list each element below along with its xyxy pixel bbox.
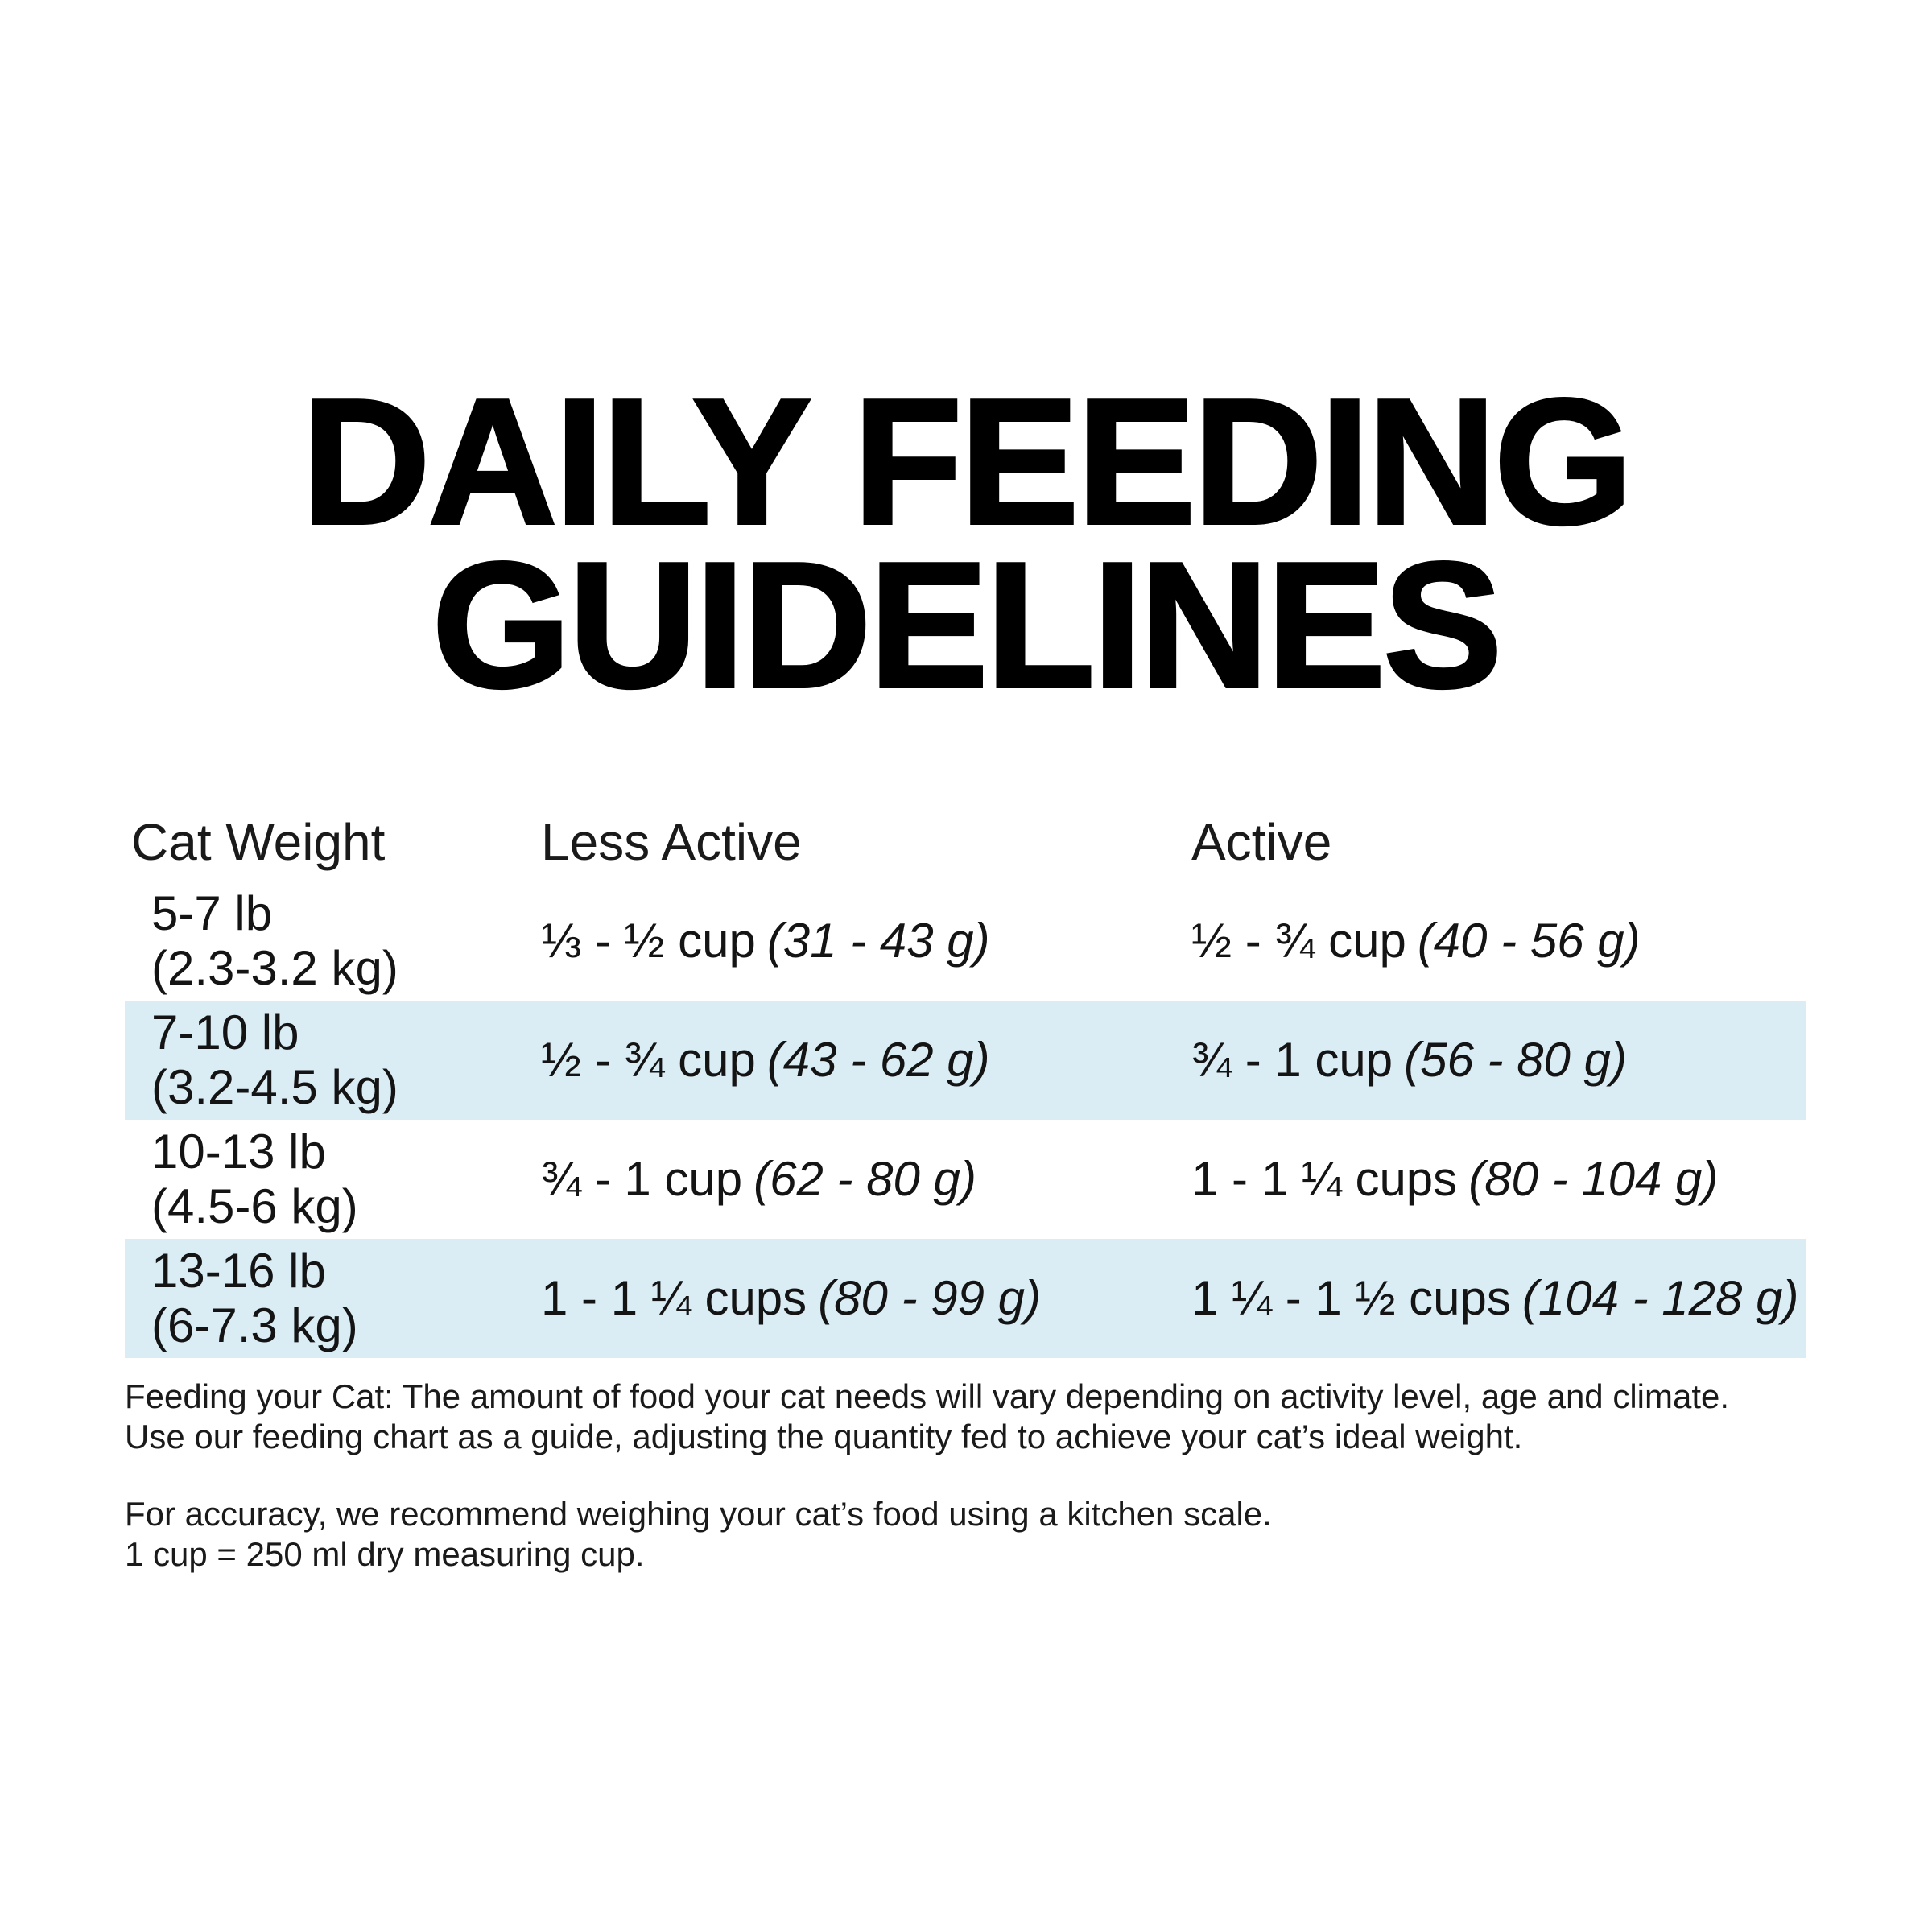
amount-text: ⅓ - ½ cup [541, 914, 756, 968]
cell-cat-weight [125, 1120, 541, 1239]
weight-kg: (6-7.3 kg) [151, 1298, 358, 1352]
table-row-13-16-lb [125, 1239, 1806, 1358]
amount-text: 1 - 1 ¼ cups [541, 1271, 807, 1325]
cell-cat-weight [125, 881, 541, 1001]
cell-active [1191, 1001, 1806, 1120]
weight-kg: (3.2-4.5 kg) [151, 1060, 398, 1114]
column-header-active: Active [1191, 813, 1332, 871]
grams-text: (40 - 56 g) [1417, 914, 1641, 968]
cell-less-active [541, 1120, 1191, 1239]
title-line-2: GUIDELINES [431, 526, 1501, 725]
amount-text: ½ - ¾ cup [1191, 914, 1406, 968]
note-feeding-your-cat [125, 1377, 1864, 1457]
table-row-5-7-lb [125, 881, 1806, 1001]
grams-text: (56 - 80 g) [1404, 1033, 1627, 1087]
amount-text: 1 - 1 ¼ cups [1191, 1152, 1458, 1206]
feeding-table [125, 813, 1806, 1358]
amount-text: ¾ - 1 cup [1191, 1033, 1393, 1087]
weight-lb: 7-10 lb [151, 1005, 299, 1059]
table-header-row [125, 813, 1806, 871]
note-line: For accuracy, we recommend weighing your cat’s food using a kitchen scale. [125, 1495, 1272, 1533]
grams-text: (104 - 128 g) [1521, 1271, 1799, 1325]
cell-active [1191, 881, 1806, 1001]
feeding-notes [125, 1377, 1864, 1612]
weight-lb: 10-13 lb [151, 1125, 326, 1179]
table-row-10-13-lb [125, 1120, 1806, 1239]
weight-lb: 13-16 lb [151, 1244, 326, 1298]
note-line: 1 cup = 250 ml dry measuring cup. [125, 1535, 645, 1573]
note-line: Use our feeding chart as a guide, adjusting the quantity fed to achieve your cat’s ideal weight. [125, 1418, 1523, 1455]
column-header-cat-weight: Cat Weight [131, 813, 386, 871]
amount-text: ¾ - 1 cup [541, 1152, 743, 1206]
cell-cat-weight [125, 1001, 541, 1120]
cell-less-active [541, 1001, 1191, 1120]
column-header-less-active: Less Active [541, 813, 802, 871]
page-title [0, 362, 1932, 725]
cell-cat-weight [125, 1239, 541, 1358]
table-row-7-10-lb [125, 1001, 1806, 1120]
grams-text: (80 - 99 g) [818, 1271, 1041, 1325]
cell-less-active [541, 881, 1191, 1001]
note-accuracy [125, 1494, 1864, 1575]
weight-kg: (2.3-3.2 kg) [151, 941, 398, 995]
cell-less-active [541, 1239, 1191, 1358]
weight-kg: (4.5-6 kg) [151, 1179, 358, 1233]
grams-text: (80 - 104 g) [1468, 1152, 1719, 1206]
weight-lb: 5-7 lb [151, 886, 273, 940]
grams-text: (62 - 80 g) [753, 1152, 976, 1206]
amount-text: 1 ¼ - 1 ½ cups [1191, 1271, 1511, 1325]
title-line-1: DAILY FEEDING [301, 362, 1631, 562]
cell-active [1191, 1120, 1806, 1239]
cell-active [1191, 1239, 1806, 1358]
note-line: Feeding your Cat: The amount of food your cat needs will vary depending on activity level, age and climate. [125, 1377, 1730, 1415]
grams-text: (31 - 43 g) [766, 914, 990, 968]
amount-text: ½ - ¾ cup [541, 1033, 756, 1087]
grams-text: (43 - 62 g) [766, 1033, 990, 1087]
